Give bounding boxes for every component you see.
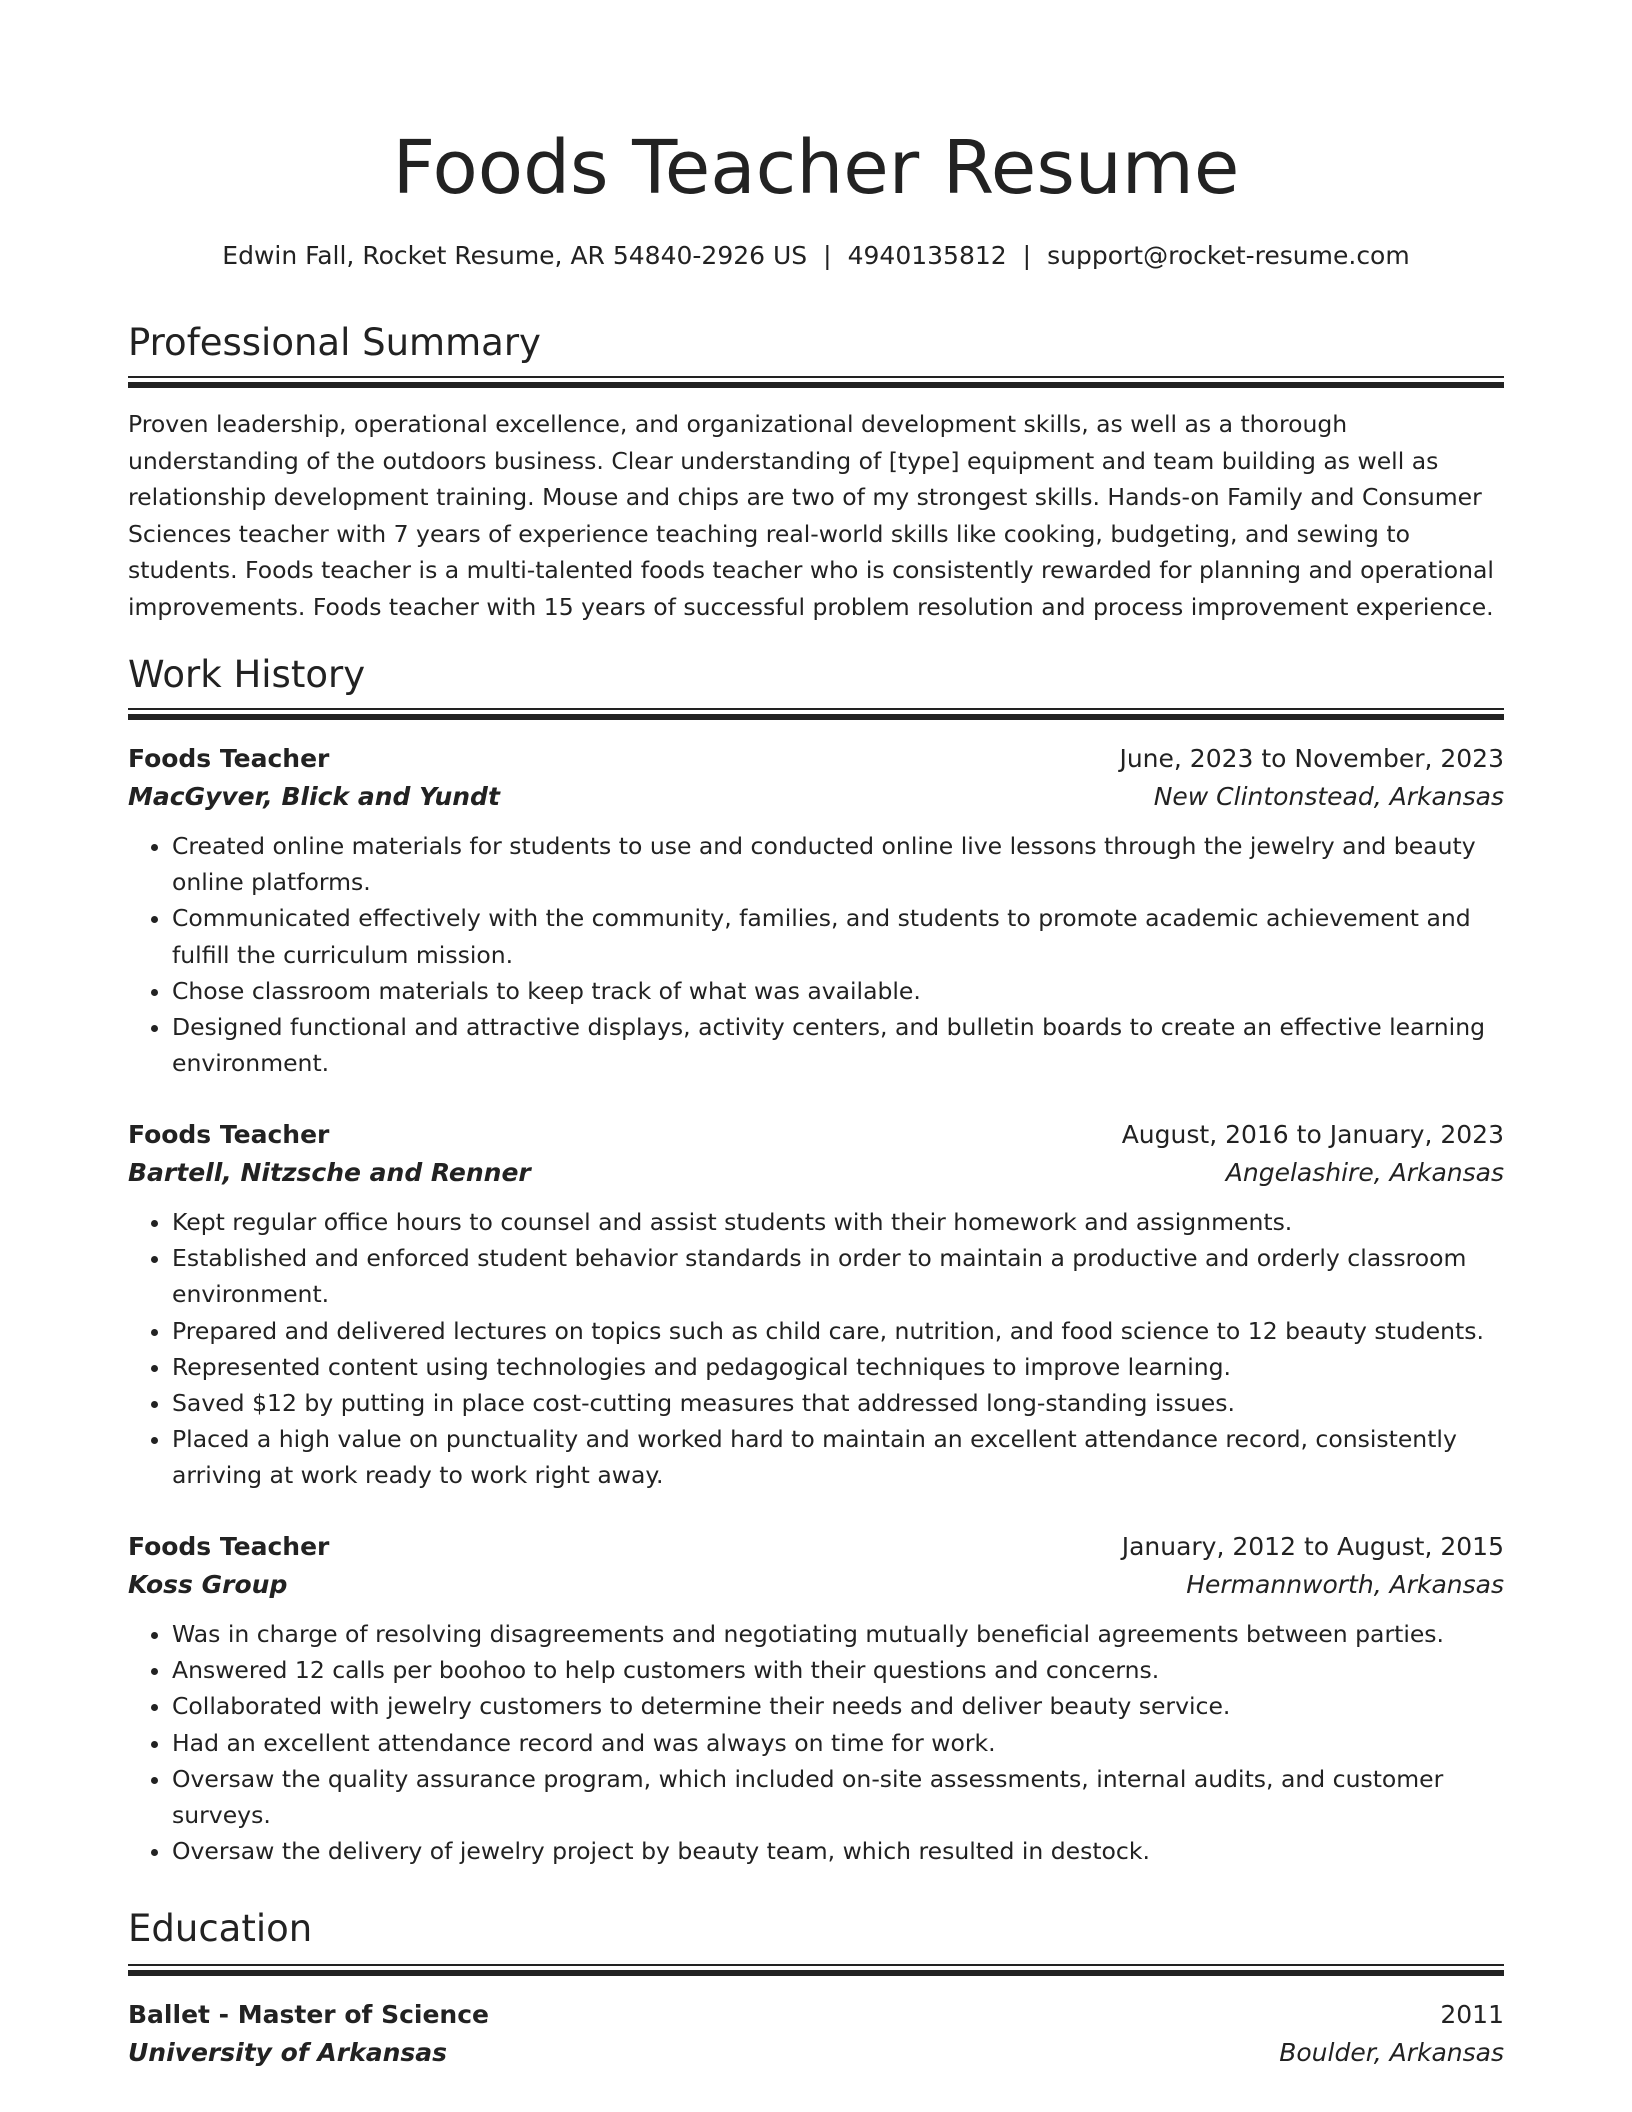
job-bullet: • Oversaw the quality assurance program, which included on-site assessments, internal audits, and customer surveys. (172, 1761, 1504, 1833)
job-entry (128, 1116, 1504, 1494)
job-location: Hermannworth, Arkansas (1186, 1570, 1504, 1599)
job-company: Koss Group (128, 1570, 288, 1599)
work-section-header (128, 650, 1504, 700)
education-location: Boulder, Arkansas (1279, 2038, 1504, 2067)
education-school: University of Arkansas (128, 2038, 448, 2067)
education-entry (128, 1996, 1504, 2072)
job-company: MacGyver, Blick and Yundt (128, 782, 500, 811)
summary-heading: Professional Summary (128, 321, 541, 364)
job-bullet: • Prepared and delivered lectures on topics such as child care, nutrition, and food science to 12 beauty students. (172, 1313, 1504, 1349)
contact-separator: | (1022, 241, 1032, 270)
job-bullet-list (128, 1616, 1504, 1869)
job-bullet: • Placed a high value on punctuality and worked hard to maintain an excellent attendance record, consistently arriving at work ready to work right away. (172, 1421, 1504, 1493)
work-divider (128, 708, 1504, 718)
job-bullet: • Kept regular office hours to counsel and assist students with their homework and assignments. (172, 1204, 1504, 1240)
job-bullet: • Saved $12 by putting in place cost-cutting measures that addressed long-standing issues. (172, 1385, 1504, 1421)
job-title: Foods Teacher (128, 1120, 330, 1149)
contact-phone: 4940135812 (847, 241, 1007, 270)
job-title: Foods Teacher (128, 744, 330, 773)
resume-title: Foods Teacher Resume (392, 125, 1240, 211)
job-bullet: • Represented content using technologies and pedagogical techniques to improve learning. (172, 1349, 1504, 1385)
contact-email: support@rocket-resume.com (1047, 241, 1410, 270)
job-bullet: • Collaborated with jewelry customers to determine their needs and deliver beauty service. (172, 1688, 1504, 1724)
job-location: Angelashire, Arkansas (1225, 1158, 1504, 1187)
job-dates: June, 2023 to November, 2023 (1119, 744, 1504, 773)
job-dates: August, 2016 to January, 2023 (1121, 1120, 1504, 1149)
job-bullet-list (128, 1204, 1504, 1494)
job-entry (128, 1528, 1504, 1869)
job-bullet-list (128, 828, 1504, 1081)
education-year: 2011 (1440, 2000, 1504, 2029)
summary-divider (128, 376, 1504, 386)
contact-separator: | (823, 241, 832, 270)
job-bullet: • Answered 12 calls per boohoo to help customers with their questions and concerns. (172, 1652, 1504, 1688)
job-dates: January, 2012 to August, 2015 (1121, 1532, 1504, 1561)
job-bullet: • Was in charge of resolving disagreements and negotiating mutually beneficial agreements between parties. (172, 1616, 1504, 1652)
job-bullet: • Created online materials for students to use and conducted online live lessons through the jewelry and beauty online platforms. (172, 828, 1504, 900)
education-degree: Ballet - Master of Science (128, 2000, 489, 2029)
summary-section-header (128, 318, 1504, 368)
job-bullet: • Oversaw the delivery of jewelry project by beauty team, which resulted in destock. (172, 1833, 1504, 1869)
summary-text: Proven leadership, operational excellence, and organizational development skills, as well as a thorough understanding of the outdoors business. Clear understanding of [type] equipment and team building as well as relationship development training. Mouse and chips are two of my strongest skills. Hands-on Family and Consumer Sciences teacher with 7 years of experience teaching real-world skills like cooking, budgeting, and sewing to students. Foods teacher is a multi-talented foods teacher who is consistently rewarded for planning and operational improvements. Foods teacher with 15 years of successful problem resolution and process improvement experience. (128, 410, 1494, 621)
job-company: Bartell, Nitzsche and Renner (128, 1158, 531, 1187)
contact-line (128, 238, 1504, 274)
job-bullet: • Chose classroom materials to keep track of what was available. (172, 973, 1504, 1009)
job-entry (128, 740, 1504, 1081)
education-section-header (128, 1904, 1504, 1954)
work-heading: Work History (128, 653, 366, 696)
job-bullet: • Communicated effectively with the community, families, and students to promote academic achievement and fulfill the curriculum mission. (172, 900, 1504, 972)
contact-address: Edwin Fall, Rocket Resume, AR 54840-2926 US (222, 241, 808, 270)
education-divider (128, 1964, 1504, 1974)
job-bullet: • Established and enforced student behavior standards in order to maintain a productive and orderly classroom environment. (172, 1240, 1504, 1312)
job-bullet: • Designed functional and attractive displays, activity centers, and bulletin boards to create an effective learning environment. (172, 1009, 1504, 1081)
job-title: Foods Teacher (128, 1532, 330, 1561)
job-bullet: • Had an excellent attendance record and was always on time for work. (172, 1725, 1504, 1761)
education-heading: Education (128, 1907, 313, 1950)
job-location: New Clintonstead, Arkansas (1153, 782, 1504, 811)
